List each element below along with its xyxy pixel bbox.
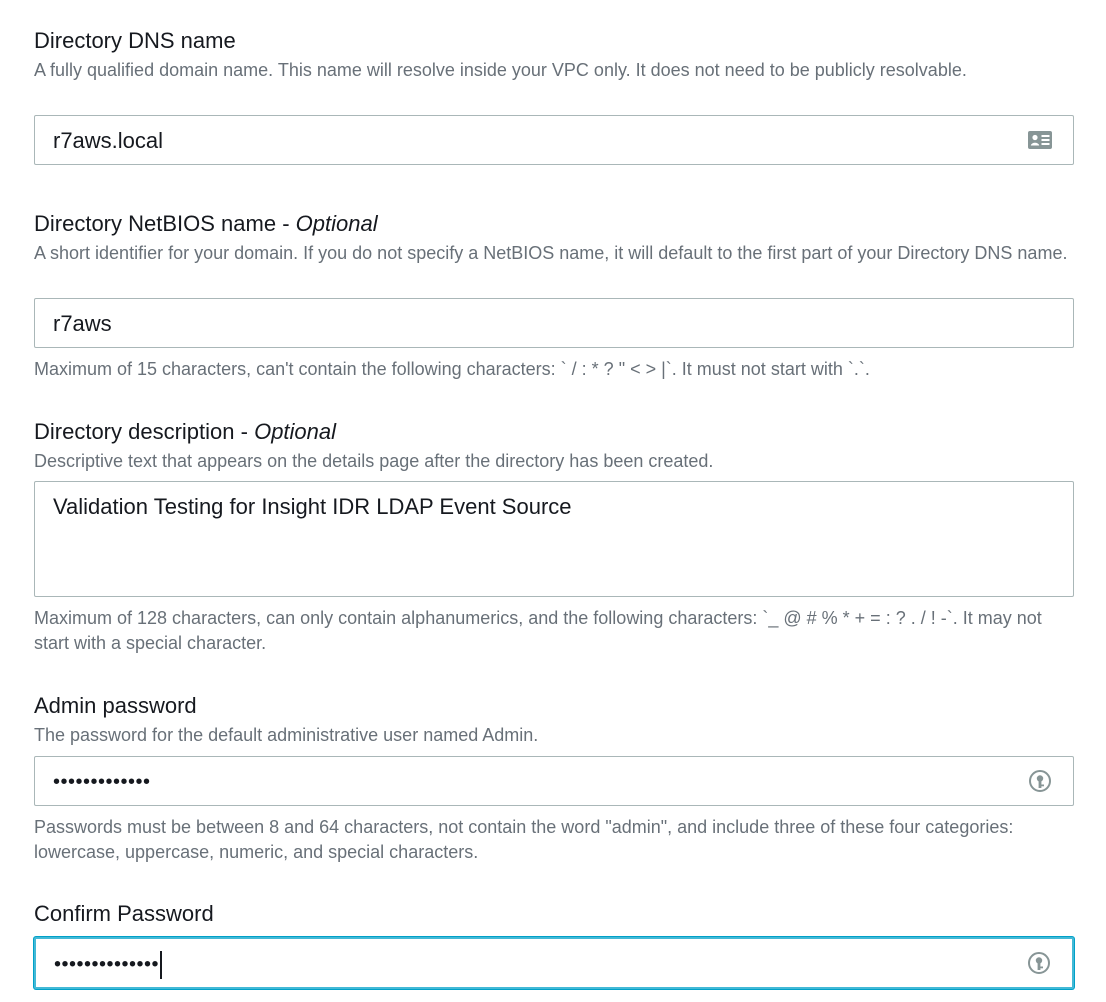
netbios-name-value: r7aws (53, 311, 112, 336)
confirm-password-label: Confirm Password (34, 901, 214, 926)
netbios-name-label: Directory NetBIOS name - Optional (34, 211, 378, 236)
dns-name-value: r7aws.local (53, 128, 164, 153)
dns-name-label: Directory DNS name (34, 28, 236, 53)
admin-password-hint: Passwords must be between 8 and 64 characters, not contain the word "admin", and include three of these four categories: lowercase, uppercase, numeric, and special characters. (34, 817, 1014, 862)
text-caret (160, 951, 162, 979)
password-key-icon[interactable] (1027, 768, 1053, 794)
dns-name-description: A fully qualified domain name. This name will resolve inside your VPC only. It does not need to be publicly resolvable. (34, 60, 967, 80)
dns-name-input[interactable] (34, 115, 1074, 165)
admin-password-value: ••••••••••••• (53, 771, 151, 793)
contact-card-icon[interactable] (1027, 127, 1053, 153)
directory-description-label: Directory description - Optional (34, 419, 337, 444)
directory-description-value: Validation Testing for Insight IDR LDAP Event Source (53, 494, 572, 519)
admin-password-description: The password for the default administrative user named Admin. (34, 725, 539, 745)
admin-password-label: Admin password (34, 693, 197, 718)
netbios-name-input[interactable] (34, 298, 1074, 348)
directory-description-description: Descriptive text that appears on the details page after the directory has been created. (34, 451, 714, 471)
netbios-name-hint: Maximum of 15 characters, can't contain the following characters: ` / : * ? " < > |`. It must not start with `.`. (34, 359, 870, 379)
confirm-password-value: •••••••••••••• (54, 951, 162, 979)
directory-description-textarea[interactable] (34, 481, 1074, 597)
password-key-icon[interactable] (1026, 950, 1052, 976)
admin-password-input[interactable] (34, 756, 1074, 806)
directory-description-hint: Maximum of 128 characters, can only contain alphanumerics, and the following characters: `_ @ # % * + = : ? . / ! -`. It may not start with a special character. (34, 608, 1042, 653)
confirm-password-input[interactable] (34, 937, 1074, 989)
netbios-name-description: A short identifier for your domain. If you do not specify a NetBIOS name, it will default to the first part of your Directory DNS name. (34, 243, 1068, 263)
